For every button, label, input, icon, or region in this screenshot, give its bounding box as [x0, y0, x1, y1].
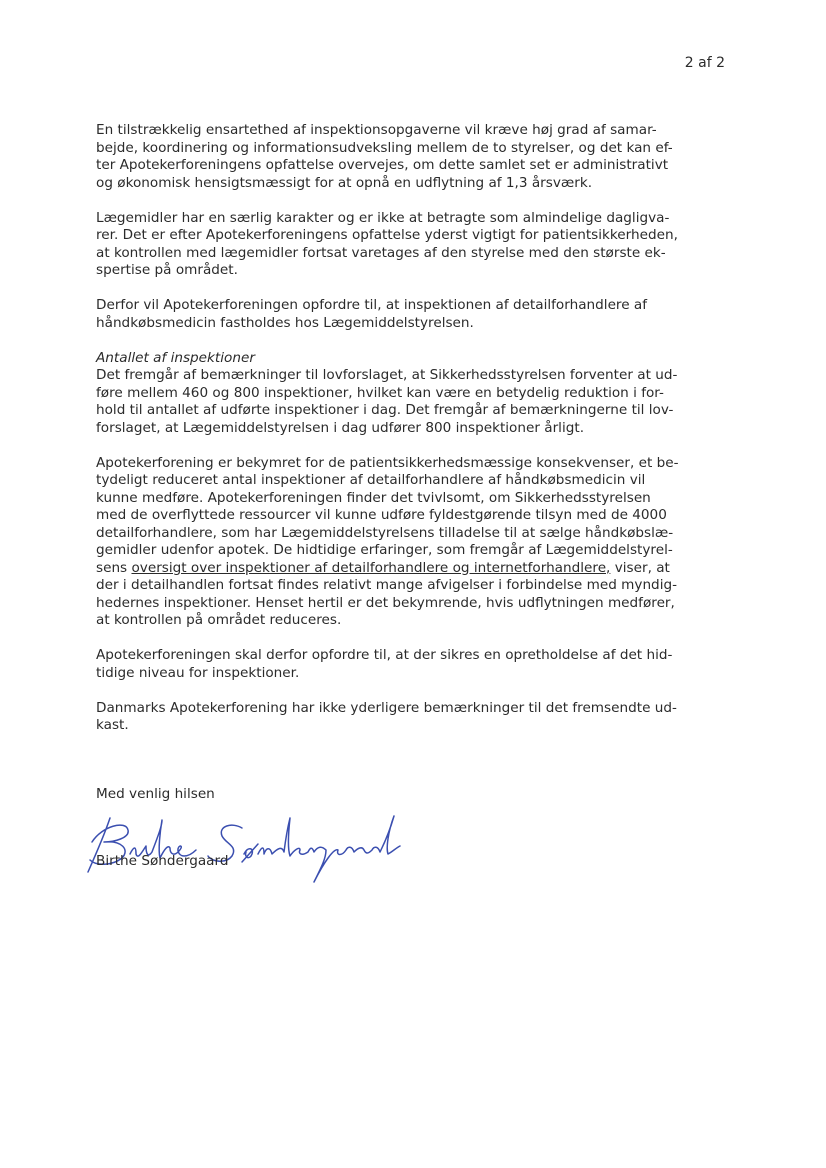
text-fragment: viser, at: [610, 559, 670, 576]
section-heading: Antallet af inspektioner: [96, 349, 255, 366]
text-line: at kontrollen med lægemidler fortsat varetages af den styrelse med den største ek-: [96, 244, 666, 261]
paragraph-final-remark: [96, 700, 728, 735]
text-line: Derfor vil Apotekerforeningen opfordre til, at inspektionen af detailforhandlere af: [96, 297, 648, 313]
text-line: Apotekerforeningen skal derfor opfordre til, at der sikres en opretholdelse af det hid-: [96, 647, 673, 663]
text-fragment: sens: [96, 559, 132, 576]
text-line: Det fremgår af bemærkninger til lovforslaget, at Sikkerhedsstyrelsen forventer at ud-: [96, 367, 678, 383]
closing-salutation: Med venlig hilsen: [96, 786, 215, 802]
paragraph-coordination: [96, 122, 728, 192]
text-line: Lægemidler har en særlig karakter og er ikke at betragte som almindelige dagligva-: [96, 209, 670, 226]
text-line: med de overflyttede ressourcer vil kunne udføre fyldestgørende tilsyn med de 4000: [96, 507, 667, 523]
text-line: bejde, koordinering og informationsudveksling mellem de to styrelser, og det kan ef-: [96, 139, 673, 156]
text-line: spertise på området.: [96, 262, 238, 278]
paragraph-maintain-level: [96, 647, 728, 682]
text-line: kast.: [96, 717, 129, 733]
text-line: kunne medføre. Apotekerforeningen finder det tvivlsomt, om Sikkerhedsstyrelsen: [96, 489, 651, 506]
text-line: hedernes inspektioner. Henset hertil er det bekymrende, hvis udflytningen medfører,: [96, 594, 675, 611]
page-number: 2 af 2: [684, 55, 725, 71]
paragraph-request: [96, 297, 728, 332]
paragraph-concern: [96, 455, 728, 630]
text-line: der i detailhandlen fortsat findes relativt mange afvigelser i forbindelse med myndig-: [96, 577, 677, 593]
text-line: håndkøbsmedicin fastholdes hos Lægemiddelstyrelsen.: [96, 314, 474, 331]
text-line: gemidler udenfor apotek. De hidtidige erfaringer, som fremgår af Lægemiddelstyrel-: [96, 542, 673, 558]
text-line: rer. Det er efter Apotekerforeningens opfattelse yderst vigtigt for patientsikkerheden,: [96, 227, 678, 243]
text-line-with-link: [96, 560, 728, 578]
text-line: tydeligt reduceret antal inspektioner af detailforhandlere af håndkøbsmedicin vil: [96, 472, 646, 488]
letter-body: [96, 122, 728, 752]
text-line: Danmarks Apotekerforening har ikke yderligere bemærkninger til det fremsendte ud-: [96, 699, 677, 716]
paragraph-medicines: [96, 210, 728, 280]
text-line: at kontrollen på området reduceres.: [96, 612, 342, 628]
text-line: føre mellem 460 og 800 inspektioner, hvilket kan være en betydelig reduktion i for-: [96, 384, 664, 401]
handwritten-signature: [82, 796, 412, 886]
signer-name: Birthe Søndergaard: [96, 853, 229, 869]
text-line: tidige niveau for inspektioner.: [96, 664, 300, 681]
text-line: En tilstrækkelig ensartethed af inspektionsopgaverne vil kræve høj grad af samar-: [96, 122, 657, 138]
paragraph-inspections-count: [96, 350, 728, 438]
text-line: Apotekerforening er bekymret for de patientsikkerhedsmæssige konsekvenser, et be-: [96, 454, 679, 471]
text-line: og økonomisk hensigtsmæssigt for at opnå en udflytning af 1,3 årsværk.: [96, 174, 593, 191]
text-line: hold til antallet af udførte inspektioner i dag. Det fremgår af bemærkningerne til lov-: [96, 402, 674, 418]
inspection-overview-link[interactable]: oversigt over inspektioner af detailforhandlere og internetforhandlere,: [131, 559, 611, 576]
text-line: ter Apotekerforeningens opfattelse overvejes, om dette samlet set er administrativt: [96, 157, 669, 173]
text-line: forslaget, at Lægemiddelstyrelsen i dag udfører 800 inspektioner årligt.: [96, 419, 585, 436]
text-line: detailforhandlere, som har Lægemiddelstyrelsens tilladelse til at sælge håndkøbslæ-: [96, 524, 674, 541]
